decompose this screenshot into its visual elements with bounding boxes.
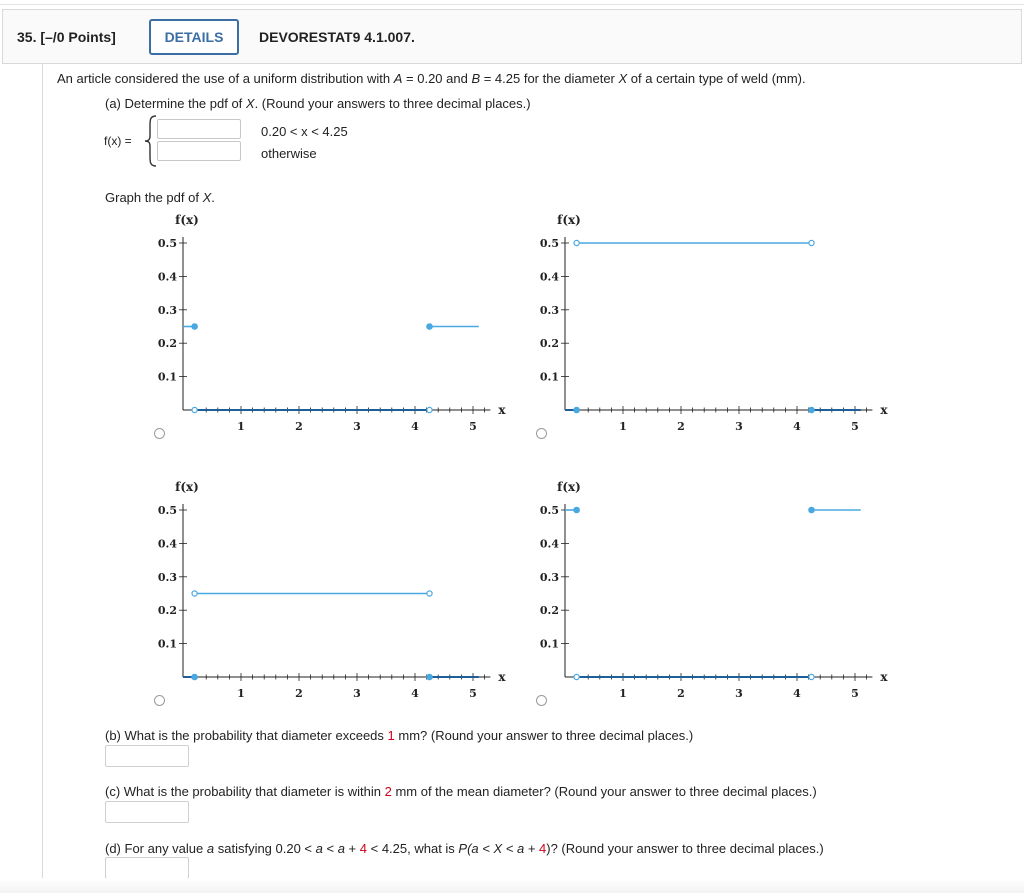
x-tick-label: 5: [469, 420, 477, 433]
y-tick-label: 0.2: [157, 604, 177, 618]
details-button[interactable]: DETAILS: [149, 19, 239, 55]
part-d-plus: +: [344, 841, 360, 856]
intro-a-value: = 0.20 and: [402, 71, 472, 86]
part-d-a: a: [337, 841, 345, 856]
y-tick-label: 0.5: [539, 237, 559, 250]
part-a-var: X: [245, 96, 255, 111]
y-tick-label: 0.2: [157, 337, 177, 351]
x-tick-label: 4: [793, 687, 801, 700]
part-b-answer-input[interactable]: [105, 745, 189, 767]
x-tick-label: 5: [469, 687, 477, 700]
x-tick-label: 4: [793, 420, 801, 433]
y-tick-label: 0.4: [539, 270, 559, 284]
x-tick-label: 3: [735, 420, 743, 433]
y-tick-label: 0.1: [157, 370, 177, 384]
y-tick-label: 0.2: [539, 604, 559, 618]
x-tick-label: 3: [353, 687, 361, 700]
intro-text-end: of a certain type of weld (mm).: [627, 71, 806, 86]
open-endpoint: [574, 674, 579, 679]
graph-option-2: [532, 205, 892, 437]
fx-label: f(x) =: [104, 134, 132, 148]
part-c-answer-input[interactable]: [105, 801, 189, 823]
closed-endpoint: [574, 407, 580, 413]
x-tick-label: 5: [851, 687, 859, 700]
top-divider: [0, 4, 1024, 5]
x-tick-label: 2: [295, 687, 303, 700]
part-b-text-end: mm? (Round your answer to three decimal places.): [394, 728, 694, 743]
graph-prompt-var: X: [202, 190, 212, 205]
x-tick-label: 4: [411, 420, 419, 433]
intro-a-symbol: A: [393, 71, 403, 86]
case2-condition: otherwise: [261, 146, 317, 161]
y-tick-label: 0.2: [539, 337, 559, 351]
closed-endpoint: [427, 674, 433, 680]
part-d-answer-input[interactable]: [105, 857, 189, 879]
pdf-case2-input[interactable]: [157, 141, 241, 161]
question-header: [2, 9, 1022, 64]
closed-endpoint: [809, 407, 815, 413]
open-endpoint: [809, 240, 814, 245]
content-left-border: [42, 64, 43, 893]
y-axis-label: f(x): [557, 480, 581, 494]
graph-prompt-end: .: [211, 190, 215, 205]
part-d-text-3: < 4.25, what is: [367, 841, 459, 856]
part-c-text-end: mm of the mean diameter? (Round your answer to three decimal places.): [391, 784, 817, 799]
y-tick-label: 0.3: [157, 570, 177, 584]
open-endpoint: [192, 591, 197, 596]
graph-prompt-text: Graph the pdf of: [105, 190, 203, 205]
part-d-prob: P(a < X < a +: [458, 841, 539, 856]
open-endpoint: [809, 674, 814, 679]
x-tick-label: 1: [619, 687, 627, 700]
question-number: 35. [–/0 Points]: [17, 29, 116, 45]
part-b-value: 1: [387, 728, 395, 743]
closed-endpoint: [574, 507, 580, 513]
part-a-text: (a) Determine the pdf of: [105, 96, 246, 111]
y-tick-label: 0.3: [539, 303, 559, 317]
open-endpoint: [574, 240, 579, 245]
part-c-prompt: [105, 784, 817, 799]
problem-intro: [57, 71, 806, 86]
y-tick-label: 0.5: [157, 504, 177, 517]
part-a-prompt: [105, 96, 531, 111]
open-endpoint: [427, 591, 432, 596]
x-axis-label: x: [498, 670, 506, 684]
part-b-text: (b) What is the probability that diameter exceeds: [105, 728, 388, 743]
question-code: DEVORESTAT9 4.1.007.: [259, 29, 415, 45]
part-d-prompt: [105, 841, 824, 856]
intro-b-value: = 4.25 for the diameter: [480, 71, 619, 86]
graph-prompt: [105, 190, 215, 205]
y-tick-label: 0.3: [157, 303, 177, 317]
part-c-text: (c) What is the probability that diameter is within: [105, 784, 385, 799]
closed-endpoint: [192, 324, 198, 330]
x-tick-label: 3: [353, 420, 361, 433]
x-tick-label: 2: [677, 687, 685, 700]
graph-option-3: [150, 472, 510, 704]
pdf-case1-input[interactable]: [157, 119, 241, 139]
x-axis-label: x: [880, 670, 888, 684]
x-tick-label: 1: [237, 420, 245, 433]
closed-endpoint: [192, 674, 198, 680]
y-tick-label: 0.4: [539, 537, 559, 551]
x-axis-label: x: [498, 403, 506, 417]
graph-option-1: [150, 205, 510, 437]
open-endpoint: [427, 407, 432, 412]
part-d-a: a: [315, 841, 323, 856]
intro-text: An article considered the use of a uniform distribution with: [57, 71, 394, 86]
y-tick-label: 0.1: [157, 637, 177, 651]
y-tick-label: 0.5: [539, 504, 559, 517]
y-tick-label: 0.1: [539, 370, 559, 384]
y-axis-label: f(x): [175, 213, 199, 227]
y-tick-label: 0.5: [157, 237, 177, 250]
x-tick-label: 2: [295, 420, 303, 433]
intro-b-symbol: B: [471, 71, 481, 86]
part-d-value-1: 4: [359, 841, 367, 856]
x-tick-label: 1: [237, 687, 245, 700]
bottom-shade: [0, 878, 1024, 893]
open-endpoint: [192, 407, 197, 412]
part-c-value: 2: [384, 784, 392, 799]
closed-endpoint: [809, 507, 815, 513]
graph-option-4: [532, 472, 892, 704]
x-tick-label: 2: [677, 420, 685, 433]
part-b-prompt: [105, 728, 693, 743]
part-d-a: a: [206, 841, 215, 856]
case1-condition: 0.20 < x < 4.25: [261, 124, 348, 139]
y-axis-label: f(x): [557, 213, 581, 227]
y-axis-label: f(x): [175, 480, 199, 494]
part-d-text-end: )? (Round your answer to three decimal places.): [546, 841, 824, 856]
y-tick-label: 0.4: [157, 537, 177, 551]
part-a-text-end: . (Round your answers to three decimal places.): [254, 96, 531, 111]
x-tick-label: 4: [411, 687, 419, 700]
y-tick-label: 0.1: [539, 637, 559, 651]
part-d-text-2: satisfying 0.20 <: [214, 841, 316, 856]
part-d-lt: <: [322, 841, 338, 856]
x-tick-label: 3: [735, 687, 743, 700]
part-d-text: (d) For any value: [105, 841, 207, 856]
x-tick-label: 1: [619, 420, 627, 433]
intro-x-symbol: X: [618, 71, 628, 86]
x-axis-label: x: [880, 403, 888, 417]
y-tick-label: 0.3: [539, 570, 559, 584]
closed-endpoint: [427, 324, 433, 330]
y-tick-label: 0.4: [157, 270, 177, 284]
part-d-value-2: 4: [539, 841, 547, 856]
x-tick-label: 5: [851, 420, 859, 433]
